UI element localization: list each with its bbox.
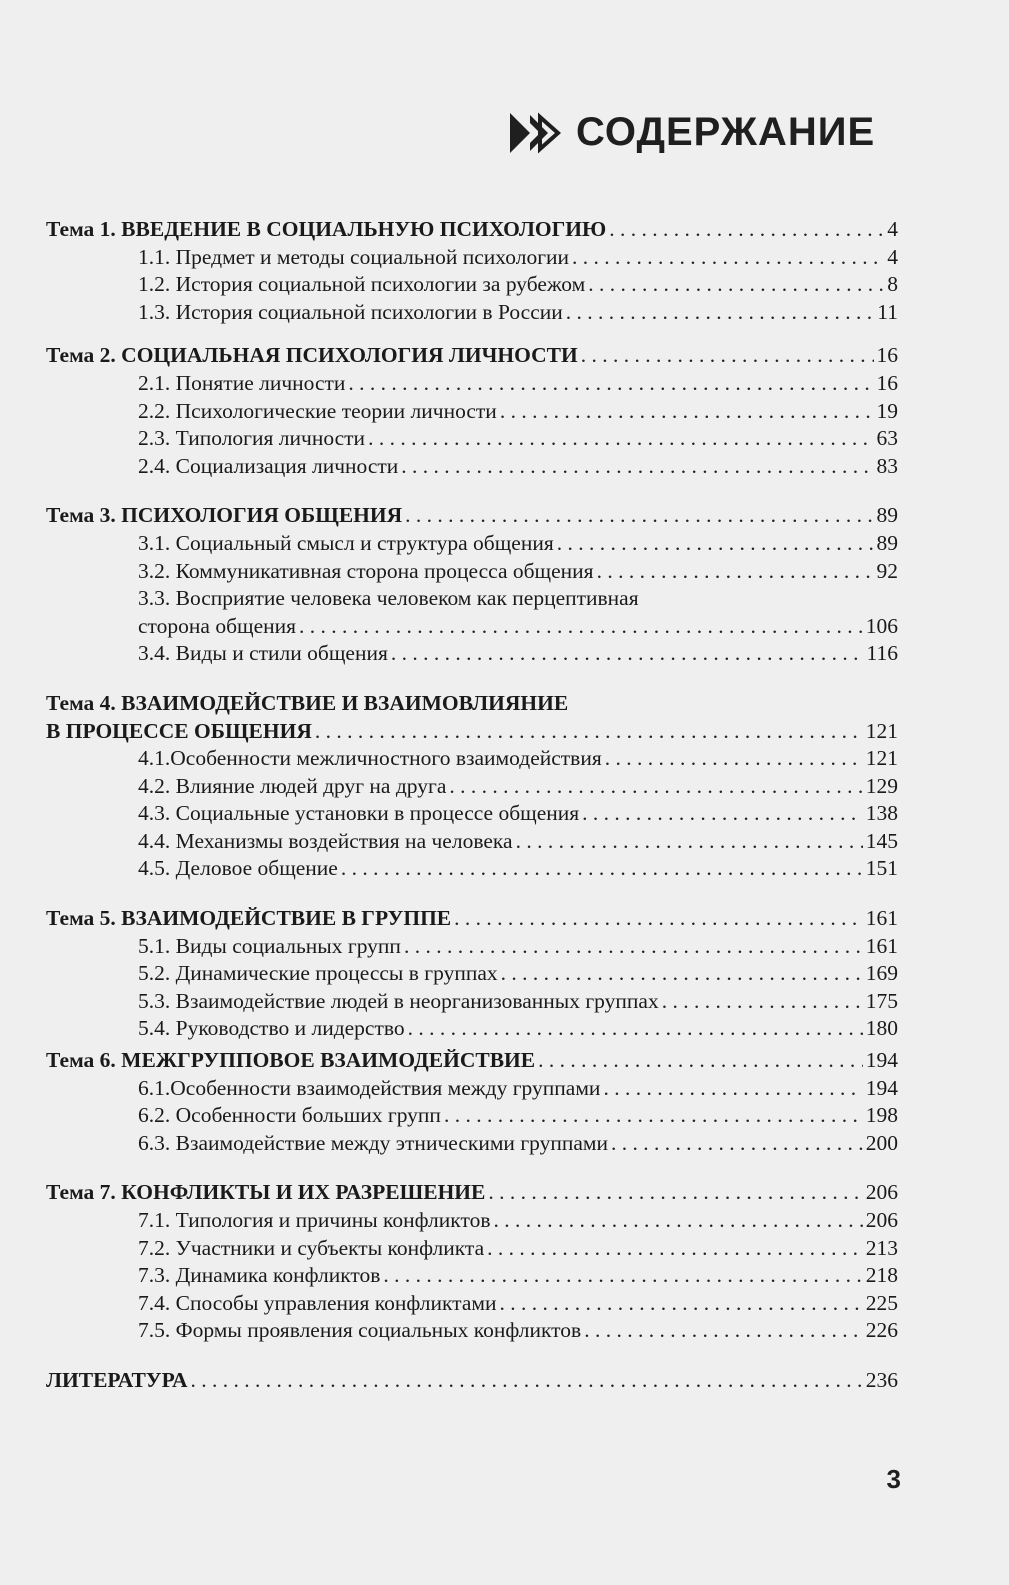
- toc-item[interactable]: [46, 1207, 898, 1235]
- toc-leader: [609, 216, 884, 244]
- toc-page-number: 161: [865, 906, 898, 931]
- toc-item[interactable]: [46, 1262, 898, 1290]
- toc-page-number: 169: [865, 961, 898, 986]
- toc-chapter-title: Тема 1. ВВЕДЕНИЕ В СОЦИАЛЬНУЮ ПСИХОЛОГИЮ: [46, 217, 607, 241]
- toc-section-literature: [46, 1367, 898, 1395]
- toc-item-title: 4.3. Социальные установки в процессе общения: [138, 801, 580, 826]
- toc-item[interactable]: [46, 1015, 898, 1043]
- toc-section-7: [46, 1179, 898, 1345]
- toc-item-title: 6.1.Особенности взаимодействия между группами: [138, 1075, 601, 1100]
- toc-page-number: 106: [865, 613, 898, 638]
- toc-item-title: 4.2. Влияние людей друг на друга: [138, 773, 447, 798]
- toc-leader: [501, 960, 863, 988]
- toc-page-number: 151: [865, 856, 898, 881]
- toc-item[interactable]: [46, 988, 898, 1016]
- toc-item-title: 1.2. История социальной психологии за рубежом: [138, 272, 586, 297]
- toc-page-number: 83: [876, 453, 898, 478]
- toc-item[interactable]: [46, 745, 898, 773]
- toc-leader: [516, 828, 863, 856]
- toc-item-title: 5.1. Виды социальных групп: [138, 933, 401, 958]
- toc-leader: [611, 1130, 863, 1158]
- toc-item-title: 7.3. Динамика конфликтов: [138, 1263, 381, 1288]
- toc-item-title: 5.3. Взаимодействие людей в неорганизованных группах: [138, 988, 659, 1013]
- toc-item[interactable]: [46, 828, 898, 856]
- toc-chapter-title: Тема 2. СОЦИАЛЬНАЯ ПСИХОЛОГИЯ ЛИЧНОСТИ: [46, 343, 578, 368]
- toc-item[interactable]: [46, 800, 898, 828]
- toc-leader: [454, 905, 863, 933]
- toc-item[interactable]: [46, 271, 898, 299]
- toc-item[interactable]: [46, 530, 898, 558]
- toc-page-number: 63: [876, 426, 898, 451]
- toc-page-number: 194: [865, 1048, 898, 1073]
- toc-leader: [488, 1179, 862, 1207]
- toc-leader: [383, 1262, 862, 1290]
- toc-chapter-title: Тема 7. КОНФЛИКТЫ И ИХ РАЗРЕШЕНИЕ: [46, 1180, 486, 1205]
- toc-chapter[interactable]: [46, 216, 898, 244]
- toc-page-number: 198: [865, 1103, 898, 1128]
- toc-leader: [500, 1290, 863, 1318]
- toc-page-number: 116: [866, 641, 898, 666]
- toc-item-title: 1.1. Предмет и методы социальной психологии: [138, 244, 570, 269]
- toc-item-title: 1.3. История социальной психологии в России: [138, 299, 563, 324]
- toc-page-number: 89: [876, 530, 898, 555]
- toc-chapter[interactable]: [46, 1179, 898, 1207]
- toc-leader: [449, 773, 862, 801]
- toc-leader: [368, 425, 873, 453]
- toc-leader: [584, 1317, 863, 1345]
- toc-leader: [603, 1075, 862, 1103]
- toc-page-number: 4: [887, 244, 898, 269]
- toc-item-title: 4.4. Механизмы воздействия на человека: [138, 828, 513, 853]
- toc-chapter[interactable]: [46, 905, 898, 933]
- toc-item[interactable]: [46, 425, 898, 453]
- toc-chapter-title: Тема 5. ВЗАИМОДЕЙСТВИЕ В ГРУППЕ: [46, 906, 452, 931]
- toc-item-title: 5.4. Руководство и лидерство: [138, 1016, 405, 1041]
- toc-page-number: 225: [865, 1290, 898, 1315]
- toc-item-title: 2.4. Социализация личности: [138, 453, 399, 478]
- toc-page-number: 92: [876, 558, 898, 583]
- toc-page-number: 175: [865, 988, 898, 1013]
- toc-page-number: 161: [865, 933, 898, 958]
- double-chevron-right-icon: [508, 111, 562, 155]
- toc-item[interactable]: [46, 1290, 898, 1318]
- toc-item[interactable]: [46, 398, 898, 426]
- toc-chapter[interactable]: [46, 1367, 898, 1395]
- toc-chapter[interactable]: [46, 342, 898, 370]
- toc-leader: [597, 558, 874, 586]
- toc-leader: [557, 530, 874, 558]
- toc-leader: [444, 1102, 863, 1130]
- toc-item[interactable]: [46, 453, 898, 481]
- toc-leader: [566, 299, 875, 327]
- toc-section-4: [46, 690, 898, 883]
- toc-chapter-title: Тема 6. МЕЖГРУППОВОЕ ВЗАИМОДЕЙСТВИЕ: [46, 1048, 536, 1073]
- toc-chapter-title: Тема 3. ПСИХОЛОГИЯ ОБЩЕНИЯ: [46, 503, 403, 528]
- toc-leader: [190, 1367, 862, 1395]
- toc-page-number: 206: [865, 1180, 898, 1205]
- toc-item-title: 3.2. Коммуникативная сторона процесса общения: [138, 558, 594, 583]
- toc-item[interactable]: [46, 640, 898, 668]
- toc-leader: [401, 453, 873, 481]
- toc-page-number: 145: [865, 828, 898, 853]
- page-number: 3: [886, 1464, 901, 1494]
- table-of-contents: [46, 216, 898, 1395]
- toc-item-title: 7.2. Участники и субъекты конфликта: [138, 1235, 485, 1260]
- toc-item-title: 4.5. Деловое общение: [138, 856, 338, 881]
- toc-item[interactable]: [46, 1130, 898, 1158]
- toc-leader: [408, 1015, 863, 1043]
- toc-item-title: 3.4. Виды и стили общения: [138, 641, 388, 666]
- toc-section-1: [46, 216, 898, 326]
- toc-page-number: 138: [865, 801, 898, 826]
- toc-item-title: 3.1. Социальный смысл и структура общения: [138, 530, 554, 555]
- toc-chapter-title: В ПРОЦЕССЕ ОБЩЕНИЯ: [46, 718, 312, 743]
- toc-item-title: 6.3. Взаимодействие между этническими группами: [138, 1130, 609, 1155]
- toc-section-2: [46, 342, 898, 480]
- toc-page-number: 8: [887, 272, 898, 297]
- toc-item[interactable]: [46, 960, 898, 988]
- toc-item[interactable]: [46, 773, 898, 801]
- toc-page-number: 19: [876, 398, 898, 423]
- toc-item[interactable]: [46, 370, 898, 398]
- toc-chapter[interactable]: [46, 1047, 898, 1075]
- toc-page-number: 213: [865, 1235, 898, 1260]
- toc-item[interactable]: [46, 558, 898, 586]
- toc-leader: [404, 933, 863, 961]
- toc-page-number: 218: [865, 1263, 898, 1288]
- toc-item-title: 5.2. Динамические процессы в группах: [138, 961, 498, 986]
- toc-leader: [500, 398, 874, 426]
- toc-leader: [582, 800, 863, 828]
- toc-item[interactable]: [46, 1102, 898, 1130]
- toc-page-number: 180: [865, 1016, 898, 1041]
- toc-leader: [405, 502, 873, 530]
- toc-leader: [538, 1047, 863, 1075]
- toc-chapter-title: ЛИТЕРАТУРА: [46, 1367, 188, 1392]
- toc-item-title: 2.2. Психологические теории личности: [138, 398, 497, 423]
- toc-leader: [348, 370, 873, 398]
- toc-chapter-title: Тема 4. ВЗАИМОДЕЙСТВИЕ И ВЗАИМОВЛИЯНИЕ: [46, 690, 569, 715]
- toc-page-number: 16: [876, 343, 898, 368]
- toc-section-3: [46, 502, 898, 668]
- toc-page-number: 16: [876, 370, 898, 395]
- toc-item[interactable]: [46, 855, 898, 883]
- toc-item-title: 7.1. Типология и причины конфликтов: [138, 1208, 491, 1232]
- toc-leader: [391, 640, 864, 668]
- toc-item-title: 4.1.Особенности межличностного взаимодействия: [138, 746, 602, 771]
- toc-leader: [341, 855, 863, 883]
- toc-leader: [315, 718, 863, 746]
- toc-item-title: 3.3. Восприятие человека человеком как перцептивная: [138, 586, 639, 611]
- toc-chapter-continuation[interactable]: [46, 718, 898, 746]
- toc-item[interactable]: [46, 1235, 898, 1263]
- toc-page-number: 206: [865, 1208, 898, 1232]
- toc-section-5: [46, 905, 898, 1043]
- toc-item[interactable]: [46, 1075, 898, 1103]
- toc-item[interactable]: [46, 299, 898, 327]
- toc-page-number: 89: [876, 503, 898, 528]
- toc-chapter[interactable]: [46, 690, 898, 718]
- toc-item-title: 2.3. Типология личности: [138, 426, 366, 451]
- toc-item-title: 7.5. Формы проявления социальных конфликтов: [138, 1318, 582, 1343]
- toc-item[interactable]: [46, 1317, 898, 1345]
- toc-chapter[interactable]: [46, 502, 898, 530]
- toc-item-title: сторона общения: [138, 613, 297, 638]
- toc-page-number: 226: [865, 1318, 898, 1343]
- toc-leader: [605, 745, 863, 773]
- toc-item-continuation[interactable]: [46, 613, 898, 641]
- toc-leader: [581, 342, 874, 370]
- page-heading: [508, 110, 875, 155]
- toc-section-6: [46, 1047, 898, 1157]
- toc-page-number: 121: [865, 718, 898, 743]
- toc-page-number: 194: [865, 1075, 898, 1100]
- toc-page-number: 200: [865, 1130, 898, 1155]
- toc-item-title: 2.1. Понятие личности: [138, 370, 346, 395]
- toc-item[interactable]: [46, 585, 898, 613]
- toc-page-number: 129: [865, 773, 898, 798]
- toc-leader: [493, 1207, 862, 1235]
- toc-leader: [299, 613, 863, 641]
- toc-item[interactable]: [46, 244, 898, 272]
- toc-item[interactable]: [46, 933, 898, 961]
- toc-leader: [572, 244, 884, 272]
- page-title: СОДЕРЖАНИЕ: [576, 110, 876, 154]
- toc-leader: [662, 988, 863, 1016]
- toc-page-number: 4: [887, 217, 898, 241]
- toc-page-number: 121: [865, 746, 898, 771]
- toc-item-title: 7.4. Способы управления конфликтами: [138, 1290, 497, 1315]
- toc-leader: [487, 1235, 863, 1263]
- toc-page-number: 236: [865, 1367, 898, 1392]
- toc-item-title: 6.2. Особенности больших групп: [138, 1103, 441, 1128]
- toc-page-number: 11: [877, 299, 898, 324]
- toc-leader: [588, 271, 884, 299]
